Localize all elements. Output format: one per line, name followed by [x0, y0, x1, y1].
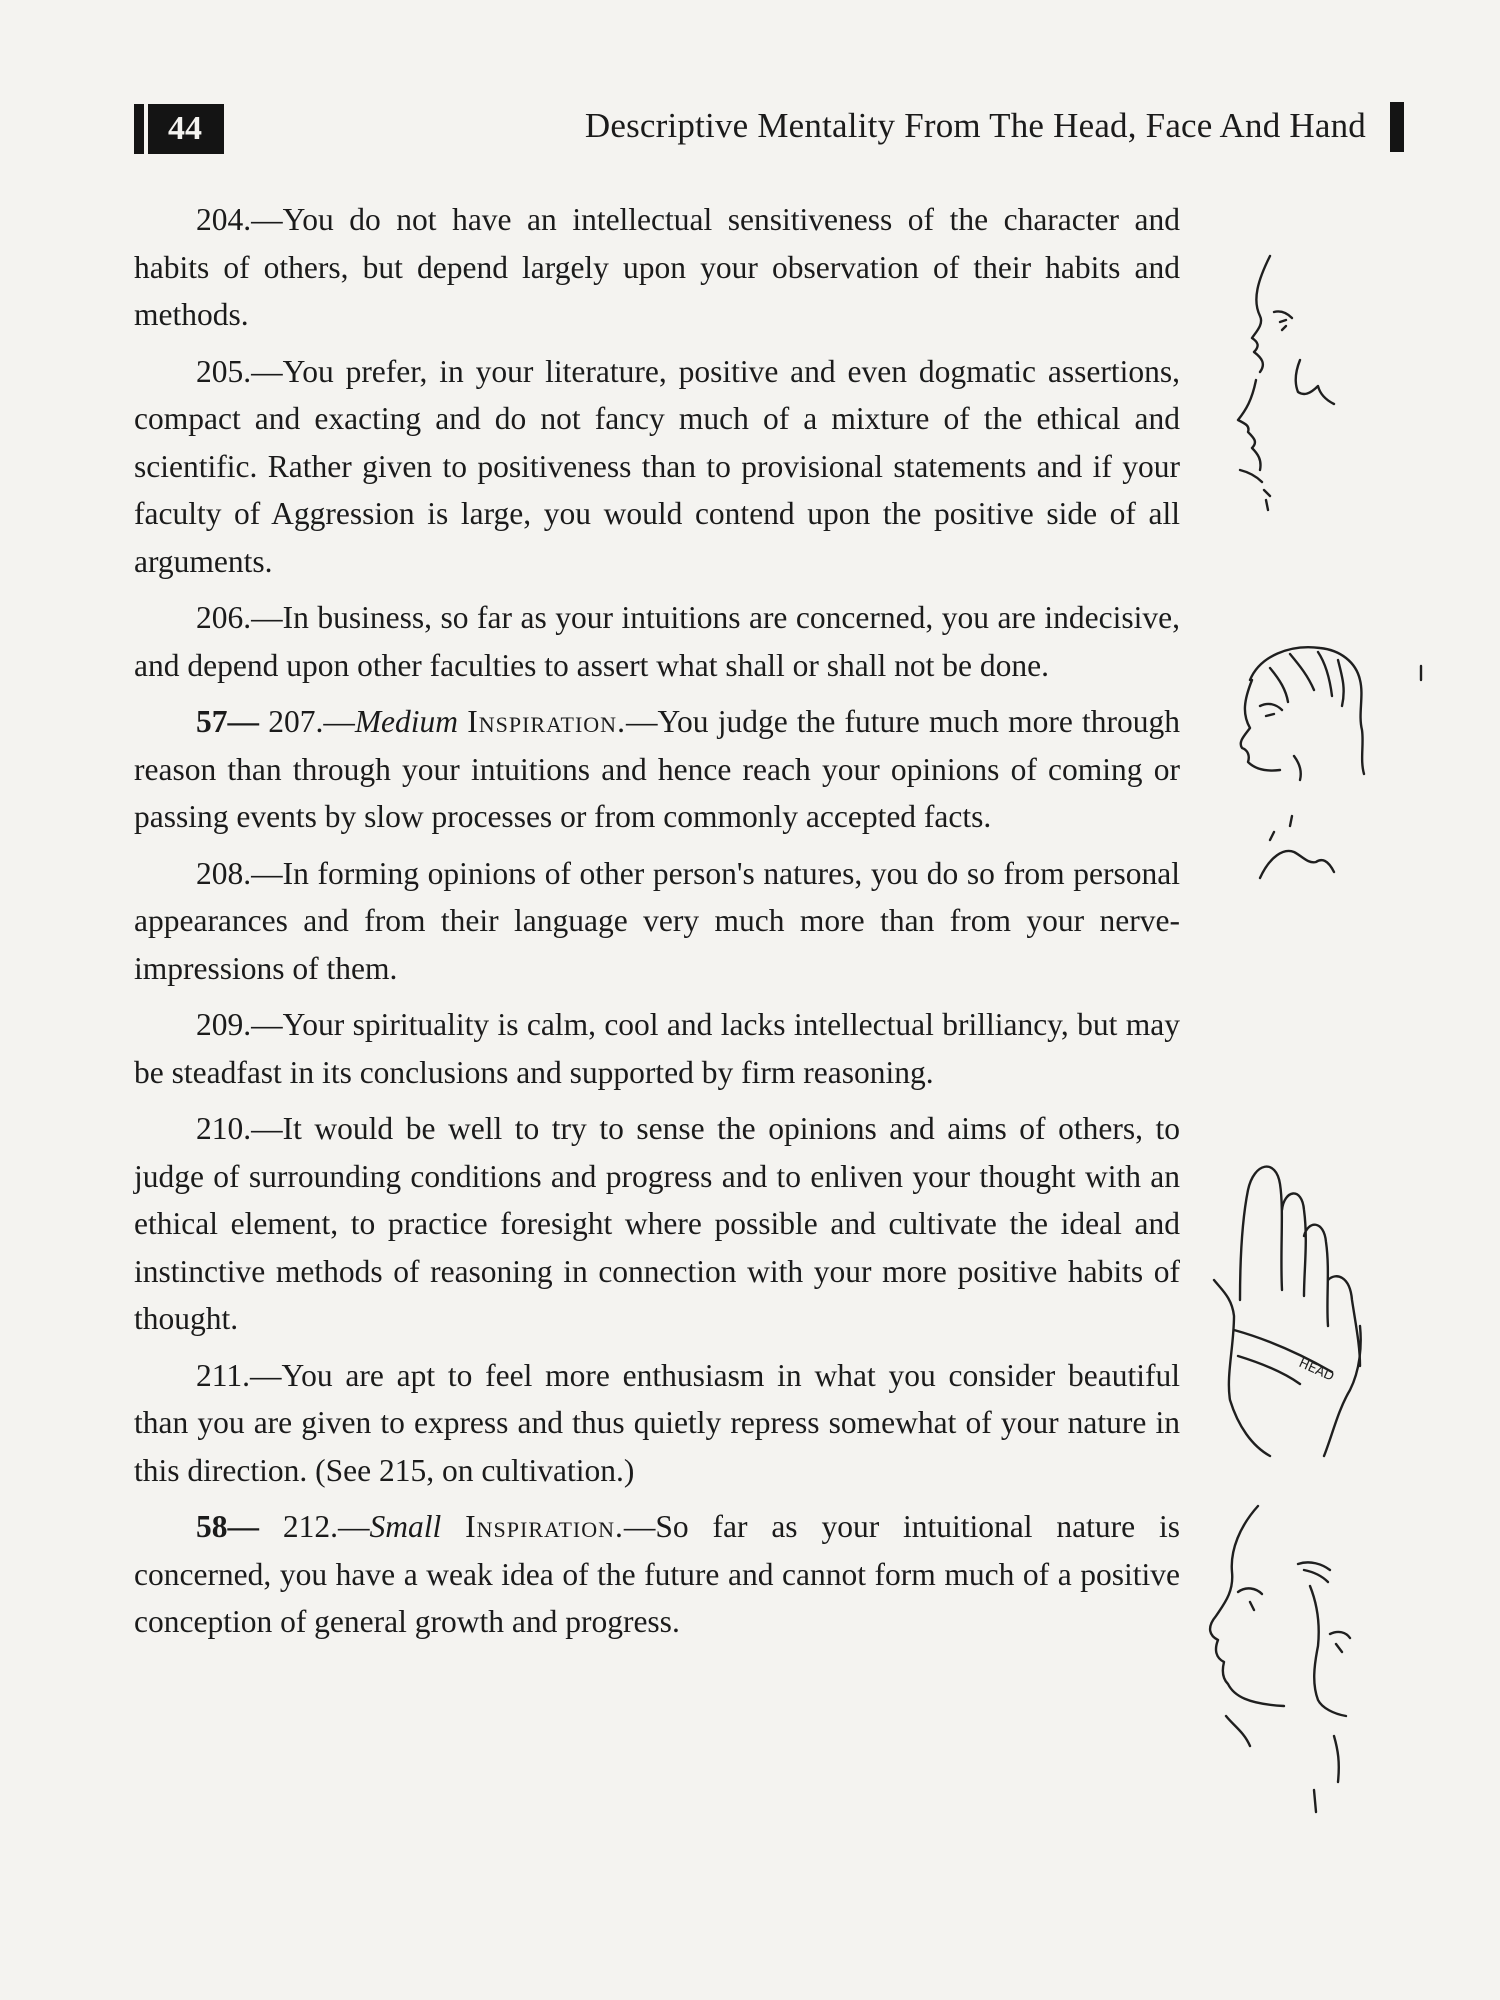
paragraph-207 — [134, 698, 1180, 841]
hair-strokes — [1270, 652, 1344, 706]
para-dash: — — [249, 1357, 282, 1393]
page-number: 44 — [134, 104, 224, 154]
face-lip-lower — [1240, 470, 1270, 510]
para-text: It would be well to try to sense the opinions and aims of others, to judge of surrounding conditions and progress and to enliven your thought with an ethical element, to practice foresight where possible and cultivate the ideal and instinctive methods of reasoning in connection with your more positive habits of thought. — [134, 1111, 1180, 1336]
para-dash: — — [251, 1007, 283, 1042]
para-dash: — — [323, 704, 355, 739]
para-dash: — — [338, 1509, 370, 1544]
para-number: 206. — [196, 600, 252, 635]
para-number: 204. — [196, 202, 252, 237]
para-number: 209. — [196, 1007, 252, 1042]
margin-mark — [1416, 664, 1426, 684]
head-sketch-illustration — [1230, 640, 1380, 900]
face-right-brow — [1330, 1632, 1350, 1652]
para-emphasis: Medium — [354, 704, 459, 739]
paragraph-206 — [134, 594, 1180, 689]
paragraph-212 — [134, 1503, 1180, 1646]
para-dash: — — [251, 600, 283, 635]
profile-faces-illustration — [1200, 250, 1340, 530]
page-header — [134, 98, 1404, 158]
hair-outline — [1250, 647, 1364, 774]
para-number: 208. — [196, 855, 252, 891]
face-left-eye — [1238, 1588, 1262, 1610]
profile-pair-illustration — [1194, 1500, 1360, 1840]
paragraph-210 — [134, 1105, 1180, 1343]
para-dash: — — [625, 704, 658, 739]
para-number: 205. — [196, 353, 252, 389]
face-profile-upper — [1252, 256, 1270, 372]
para-dash: — — [251, 855, 283, 891]
para-dash: — — [251, 202, 283, 237]
face-left-outline — [1210, 1506, 1284, 1706]
para-dash: — — [251, 353, 283, 389]
face-eye-side — [1260, 704, 1282, 716]
neck-outline — [1294, 756, 1301, 780]
para-number: 212. — [282, 1509, 338, 1544]
para-dash: — — [251, 1111, 283, 1146]
face-profile-side — [1241, 680, 1280, 771]
paragraph-208 — [134, 850, 1180, 993]
para-text: You prefer, in your literature, positive and even dogmatic assertions, compact and exacting and do not fancy much of a mixture of the ethical and scientific. Rather given to positiveness than to provisional statements and if your faculty of Aggression is large, you would contend upon the positive side of all arguments. — [134, 353, 1180, 579]
para-number: 207. — [268, 704, 324, 739]
running-title: Descriptive Mentality From The Head, Face And Hand — [584, 106, 1366, 145]
face-right-hair — [1298, 1562, 1330, 1582]
paragraph-209 — [134, 1001, 1180, 1096]
para-text: You judge the future much more through reason than through your intuitions and hence reach your opinions of coming or passing events by slow processes or from commonly accepted facts. — [134, 704, 1181, 834]
paragraph-205 — [134, 348, 1180, 586]
para-text: Your spirituality is calm, cool and lacks intellectual brilliancy, but may be steadfast in its conclusions and supported by firm reasoning. — [134, 1007, 1180, 1090]
hand-outline — [1214, 1280, 1361, 1456]
neck-lines — [1226, 1716, 1339, 1812]
page-body — [134, 196, 1180, 1655]
para-heading: Inspiration. — [465, 1509, 624, 1544]
para-text: So far as your intuitional nature is concerned, you have a weak idea of the future and cannot form much of a positive conception of general growth and progress. — [134, 1509, 1181, 1639]
hand-fingers — [1240, 1167, 1360, 1366]
section-marker: 57— — [196, 704, 259, 739]
face-nose-lower — [1238, 380, 1261, 470]
para-number: 210. — [196, 1111, 252, 1146]
para-dash: — — [623, 1509, 656, 1544]
para-text: In forming opinions of other person's natures, you do so from personal appearances and from their language very much more than from your nerve-impressions of them. — [134, 855, 1180, 986]
section-marker: 58— — [196, 1509, 259, 1544]
para-text: In business, so far as your intuitions are concerned, you are indecisive, and depend upon other faculties to assert what shall or shall not be done. — [134, 600, 1180, 683]
para-number: 211. — [196, 1357, 250, 1393]
palm-illustration — [1200, 1150, 1370, 1470]
face-profile-back — [1296, 360, 1334, 404]
para-heading: Inspiration. — [467, 704, 626, 739]
header-end-bar — [1390, 102, 1404, 152]
shoulder-sketch — [1260, 816, 1334, 878]
para-emphasis: Small — [369, 1509, 442, 1544]
para-text: You are apt to feel more enthusiasm in what you consider beautiful than you are given to express and thus quietly repress somewhat of your nature in this direction. (See 215, on cultivation.) — [134, 1357, 1180, 1488]
para-text: You do not have an intellectual sensitiveness of the character and habits of others, but depend largely upon your observation of their habits and methods. — [134, 202, 1180, 332]
head-line-label: HEAD — [1296, 1355, 1337, 1385]
face-eye-upper — [1274, 311, 1292, 330]
paragraph-204 — [134, 196, 1180, 339]
paragraph-211 — [134, 1352, 1180, 1495]
